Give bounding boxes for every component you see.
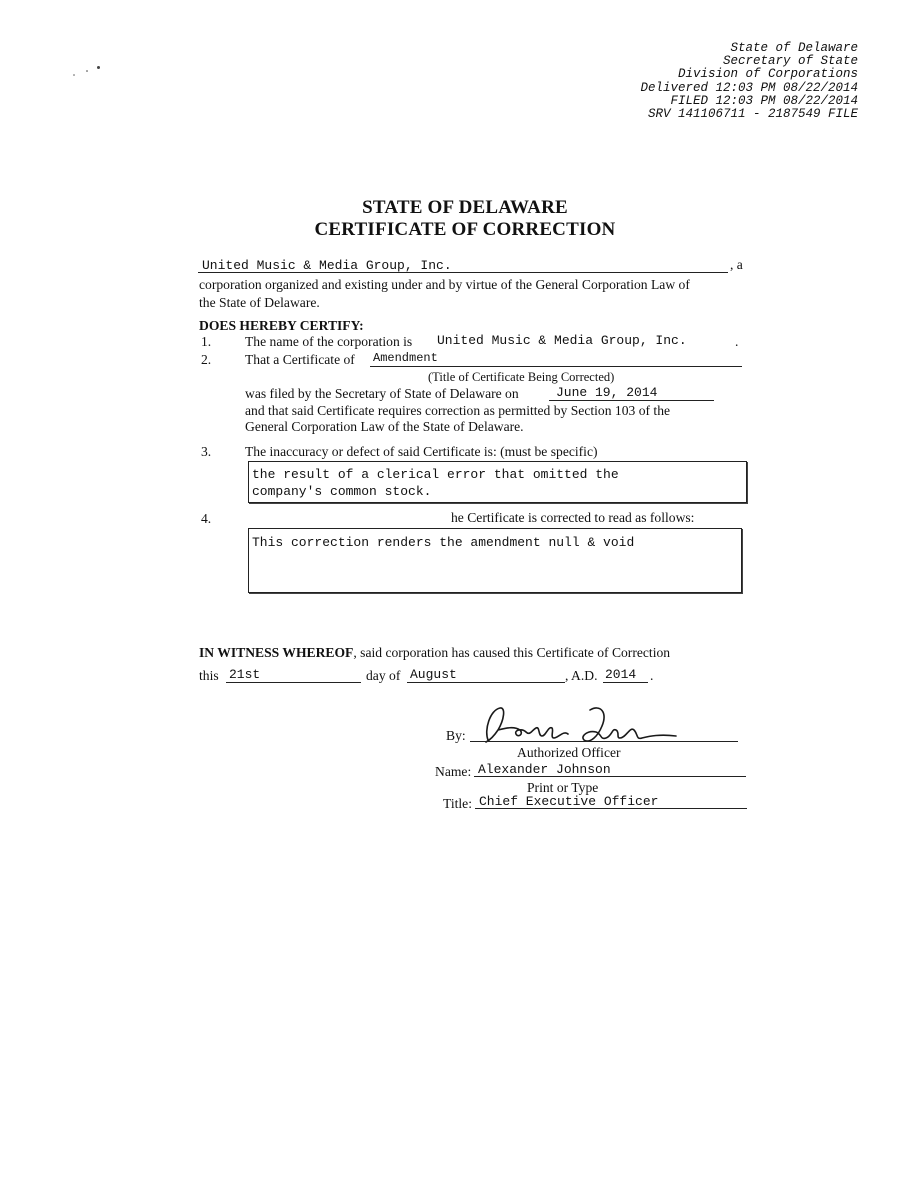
print-or-type-label: Print or Type <box>527 780 599 795</box>
title-label: Title: <box>443 796 472 811</box>
intro-line-3: the State of Delaware. <box>199 295 320 310</box>
witness-month-line <box>407 682 565 683</box>
signature-line <box>470 741 738 742</box>
inaccuracy-line-2: company's common stock. <box>252 484 432 499</box>
witness-month-value: August <box>410 667 457 682</box>
item-3-text: The inaccuracy or defect of said Certificate is: (must be specific) <box>245 444 598 459</box>
witness-year-line <box>603 682 648 683</box>
item-2-date-line <box>549 400 714 401</box>
witness-statement <box>199 645 670 661</box>
document-title-state: STATE OF DELAWARE <box>362 197 568 218</box>
item-1-corporation-name: United Music & Media Group, Inc. <box>437 333 687 348</box>
item-2-certificate-title: Amendment <box>373 351 438 365</box>
stamp-delivered: Delivered 12:03 PM 08/22/2014 <box>640 80 858 95</box>
witness-day-value: 21st <box>229 667 261 682</box>
witness-day-line <box>226 682 361 683</box>
name-line <box>474 776 746 777</box>
stamp-state: State of Delaware <box>730 41 858 55</box>
item-2-caption: (Title of Certificate Being Corrected) <box>428 370 615 384</box>
inaccuracy-line-1: the result of a clerical error that omitted the <box>252 467 619 482</box>
witness-bold: IN WITNESS WHEREOF <box>199 645 354 660</box>
witness-text: , said corporation has caused this Certificate of Correction <box>353 645 671 660</box>
name-value: Alexander Johnson <box>478 762 611 777</box>
item-3-number: 3. <box>201 444 212 459</box>
signature-mark <box>480 700 680 750</box>
item-2-filed-text: was filed by the Secretary of State of Delaware on <box>245 386 519 401</box>
item-4-text: he Certificate is corrected to read as follows: <box>451 510 695 525</box>
item-1-text: The name of the corporation is <box>245 334 413 349</box>
item-2-line-3: and that said Certificate requires correction as permitted by Section 103 of the <box>245 403 671 418</box>
by-label: By: <box>446 728 466 743</box>
item-2-number: 2. <box>201 352 212 367</box>
item-2-line-4: General Corporation Law of the State of Delaware. <box>245 419 524 434</box>
intro-line-2: corporation organized and existing under and by virtue of the General Corporation Law of <box>199 277 690 292</box>
witness-end: . <box>650 668 654 683</box>
certify-heading: DOES HEREBY CERTIFY: <box>199 318 364 333</box>
stamp-division: Division of Corporations <box>677 67 858 82</box>
title-line <box>475 808 747 809</box>
witness-ad-label: , A.D. <box>565 668 598 683</box>
intro-trailing: , a <box>730 257 743 272</box>
corporation-name-line <box>198 272 728 273</box>
witness-year-value: 2014 <box>605 667 637 682</box>
item-2-title-line <box>370 366 742 367</box>
authorized-officer-label: Authorized Officer <box>517 745 621 760</box>
name-label: Name: <box>435 764 472 779</box>
witness-this: this <box>199 668 219 683</box>
item-1-end: . <box>735 334 739 349</box>
stamp-srv: SRV 141106711 - 2187549 FILE <box>647 107 858 122</box>
stamp-secretary: Secretary of State <box>722 54 858 69</box>
filing-stamp <box>640 42 858 121</box>
witness-day-label: day of <box>366 668 401 683</box>
stamp-filed: FILED 12:03 PM 08/22/2014 <box>670 93 858 108</box>
item-2-filed-date: June 19, 2014 <box>556 385 658 400</box>
title-value: Chief Executive Officer <box>479 794 659 809</box>
corporation-name-intro: United Music & Media Group, Inc. <box>202 258 452 273</box>
item-1-number: 1. <box>201 334 212 349</box>
item-4-number: 4. <box>201 511 212 526</box>
correction-line-1: This correction renders the amendment null & void <box>252 535 635 550</box>
document-title-certificate: CERTIFICATE OF CORRECTION <box>314 219 616 240</box>
item-2-text: That a Certificate of <box>245 352 355 367</box>
